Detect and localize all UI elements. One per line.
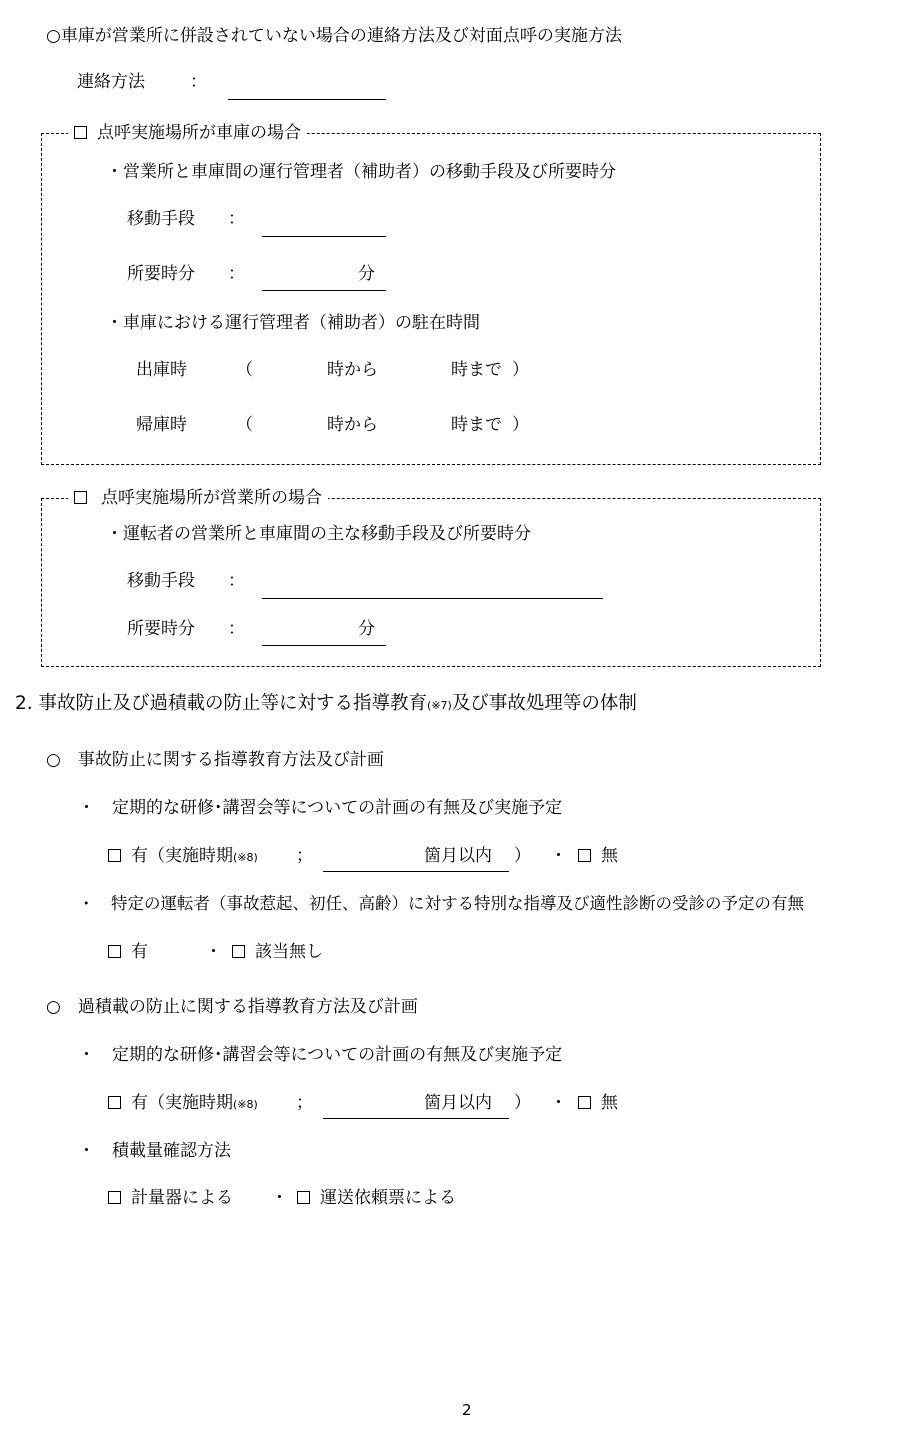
garage-heading: ○車庫が営業所に併設されていない場合の連絡方法及び対面点呼の実施方法	[46, 26, 622, 46]
garage-case-legend	[68, 125, 307, 142]
garage-time-label: 所要時分	[127, 264, 195, 284]
accident-plan-note8: (※8)	[233, 851, 258, 864]
garage-means-field[interactable]	[262, 236, 386, 237]
accident-item2: ・ 特定の運転者（事故惹起、初任、高齢）に対する特別な指導及び適性診断の受診の予定の有無	[78, 894, 804, 913]
depart-from: 時から	[327, 360, 378, 380]
contact-method-colon: ：	[190, 72, 207, 92]
accident-plan-yes-label: 有（実施時期	[131, 846, 233, 866]
overload-plan-row	[108, 1095, 258, 1112]
office-time-unit: 分	[358, 619, 375, 639]
contact-method-field[interactable]	[228, 99, 386, 100]
overload-plan-no-label: 無	[601, 1093, 618, 1113]
overload-plan-semicolon: ；	[296, 1093, 313, 1113]
return-close-paren: ）	[512, 415, 529, 435]
garage-case-item2: ・車庫における運行管理者（補助者）の駐在時間	[106, 313, 480, 333]
office-means-field[interactable]	[262, 598, 603, 599]
waybill-checkbox[interactable]	[297, 1191, 310, 1204]
depart-until: 時まで	[451, 360, 502, 380]
accident-plan-row	[108, 848, 258, 865]
overload-heading: ○ 過積載の防止に関する指導教育方法及び計画	[46, 997, 418, 1017]
accident-item1: ・ 定期的な研修･講習会等についての計画の有無及び実施予定	[78, 798, 563, 818]
section2-heading-tail: 及び事故処理等の体制	[451, 693, 637, 714]
scale-row	[108, 1190, 233, 1207]
depart-label: 出庫時	[136, 360, 187, 380]
section2-heading-note: (※7)	[427, 699, 452, 712]
special-yes-label: 有	[131, 942, 148, 962]
accident-plan-no-label: 無	[601, 846, 618, 866]
overload-item2: ・ 積載量確認方法	[78, 1141, 231, 1161]
return-label: 帰庫時	[136, 415, 187, 435]
overload-plan-no-checkbox[interactable]	[578, 1096, 591, 1109]
garage-means-label: 移動手段	[127, 209, 195, 229]
garage-case-item1: ・営業所と車庫間の運行管理者（補助者）の移動手段及び所要時分	[106, 162, 616, 182]
waybill-label: 運送依頼票による	[320, 1188, 456, 1208]
garage-means-colon: ：	[228, 209, 245, 229]
office-case-legend	[68, 490, 328, 507]
special-dot: ・	[205, 942, 222, 962]
overload-plan-yes-checkbox[interactable]	[108, 1096, 121, 1109]
special-yes-row	[108, 944, 148, 961]
accident-plan-months-field[interactable]	[323, 871, 509, 872]
return-from: 時から	[327, 415, 378, 435]
overload-plan-note8: (※8)	[233, 1098, 258, 1111]
office-time-label: 所要時分	[127, 619, 195, 639]
overload-plan-dot: ・	[550, 1093, 567, 1113]
accident-plan-dot: ・	[550, 846, 567, 866]
overload-plan-months-field[interactable]	[323, 1118, 509, 1119]
office-case-legend-text: 点呼実施場所が営業所の場合	[101, 488, 322, 508]
page-number: 2	[462, 1401, 472, 1419]
overload-item1: ・ 定期的な研修･講習会等についての計画の有無及び実施予定	[78, 1045, 563, 1065]
overload-plan-no-row	[578, 1095, 618, 1112]
special-na-label: 該当無し	[255, 942, 323, 962]
office-time-field[interactable]	[262, 645, 386, 646]
special-na-row	[232, 944, 323, 961]
office-time-colon: ：	[228, 619, 245, 639]
section2-heading	[15, 695, 637, 714]
accident-plan-no-row	[578, 848, 618, 865]
scale-label: 計量器による	[131, 1188, 233, 1208]
garage-time-unit: 分	[358, 264, 375, 284]
office-case-item1: ・運転者の営業所と車庫間の主な移動手段及び所要時分	[106, 524, 531, 544]
garage-case-checkbox[interactable]	[74, 126, 87, 139]
depart-close-paren: ）	[512, 360, 529, 380]
special-na-checkbox[interactable]	[232, 945, 245, 958]
office-case-checkbox[interactable]	[74, 491, 87, 504]
overload-plan-close-paren: ）	[514, 1093, 531, 1113]
accident-plan-months: 箇月以内	[424, 846, 492, 866]
method-dot: ・	[271, 1188, 288, 1208]
overload-plan-months: 箇月以内	[424, 1093, 492, 1113]
section2-heading-main: 2. 事故防止及び過積載の防止等に対する指導教育	[15, 693, 428, 714]
garage-time-field[interactable]	[262, 290, 386, 291]
contact-method-label: 連絡方法	[77, 72, 145, 92]
accident-plan-yes-checkbox[interactable]	[108, 849, 121, 862]
accident-plan-no-checkbox[interactable]	[578, 849, 591, 862]
return-open-paren: （	[236, 415, 253, 435]
office-means-label: 移動手段	[127, 571, 195, 591]
depart-open-paren: （	[236, 360, 253, 380]
overload-plan-yes-label: 有（実施時期	[131, 1093, 233, 1113]
accident-heading: ○ 事故防止に関する指導教育方法及び計画	[46, 750, 384, 770]
waybill-row	[297, 1190, 456, 1207]
garage-time-colon: ：	[228, 264, 245, 284]
scale-checkbox[interactable]	[108, 1191, 121, 1204]
garage-case-legend-text: 点呼実施場所が車庫の場合	[97, 123, 301, 143]
accident-plan-semicolon: ；	[296, 846, 313, 866]
accident-plan-close-paren: ）	[514, 846, 531, 866]
return-until: 時まで	[451, 415, 502, 435]
office-means-colon: ：	[228, 571, 245, 591]
special-yes-checkbox[interactable]	[108, 945, 121, 958]
